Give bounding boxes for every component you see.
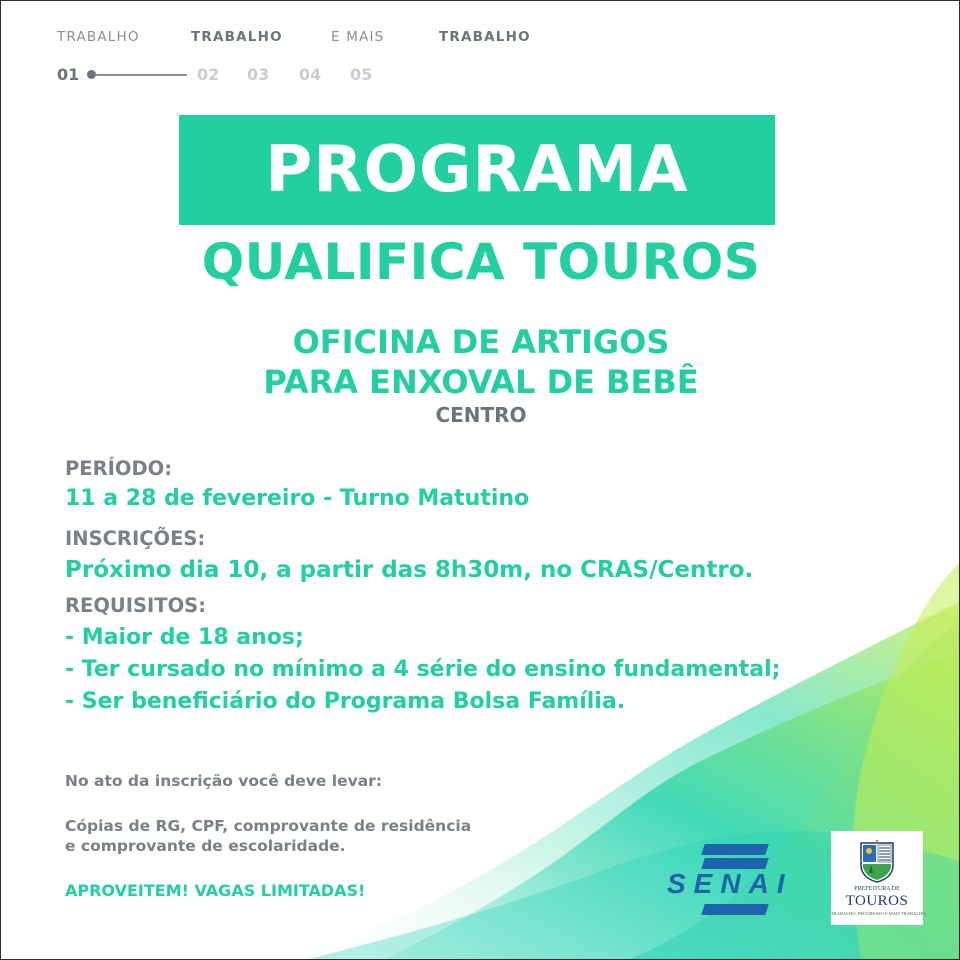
senai-logo-text: SENAI <box>667 868 793 899</box>
requisito-item: - Maior de 18 anos; <box>65 625 304 650</box>
step-04: 04 <box>299 65 322 84</box>
documentos-intro: No ato da inscrição você deve levar: <box>65 772 382 790</box>
nav-item-e-mais: E MAIS <box>331 29 385 45</box>
workshop-title-line1: OFICINA DE ARTIGOS <box>292 323 670 361</box>
step-05: 05 <box>350 65 373 84</box>
workshop-location: CENTRO <box>435 403 527 427</box>
documentos-line1: Cópias de RG, CPF, comprovante de residência <box>65 817 472 835</box>
workshop-title-line2: PARA ENXOVAL DE BEBÊ <box>263 363 699 401</box>
requisito-item: - Ter cursado no mínimo a 4 série do ensino fundamental; <box>65 657 781 682</box>
program-subtitle: QUALIFICA TOUROS <box>201 233 761 291</box>
program-title: PROGRAMA <box>265 133 689 207</box>
senai-logo-bar <box>701 904 769 915</box>
touros-logo-small-text: PREFEITURA DE <box>854 886 900 892</box>
touros-logo-slogan: TRABALHO, PROGRESSO E MAIS TRABALHO <box>831 911 926 916</box>
program-banner <box>179 115 775 225</box>
touros-logo-name: TOUROS <box>845 893 909 909</box>
step-02: 02 <box>197 65 220 84</box>
requisito-item: - Ser beneficiário do Programa Bolsa Família. <box>65 689 626 714</box>
nav-item-trabalho-3: TRABALHO <box>439 29 531 45</box>
inscricoes-value: Próximo dia 10, a partir das 8h30m, no CRAS/Centro. <box>65 557 754 583</box>
step-progress-line <box>95 74 187 76</box>
senai-logo <box>667 841 795 921</box>
nav-item-trabalho-1: TRABALHO <box>57 29 140 45</box>
prefeitura-touros-logo <box>831 831 926 925</box>
periodo-value: 11 a 28 de fevereiro - Turno Matutino <box>65 486 530 511</box>
call-to-action: APROVEITEM! VAGAS LIMITADAS! <box>65 881 366 900</box>
documentos-line2: e comprovante de escolaridade. <box>65 837 346 855</box>
nav-item-trabalho-2: TRABALHO <box>191 29 283 45</box>
inscricoes-label: INSCRIÇÕES: <box>65 527 206 550</box>
periodo-label: PERÍODO: <box>65 457 173 480</box>
touros-crest-icon <box>859 839 895 883</box>
step-01: 01 <box>57 65 80 84</box>
requisitos-label: REQUISITOS: <box>65 594 207 617</box>
step-03: 03 <box>247 65 270 84</box>
senai-logo-bar <box>701 844 769 855</box>
